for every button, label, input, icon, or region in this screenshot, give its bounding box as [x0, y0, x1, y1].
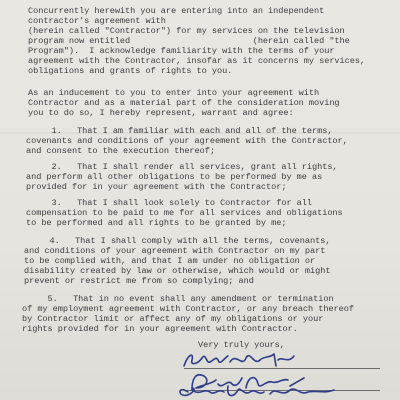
- item-5-line: rights provided for in your agreement with Contractor.: [22, 324, 298, 334]
- inducement-line: Contractor and as a material part of the consideration moving: [28, 98, 340, 108]
- item-1-line: and consent to the execution thereof;: [26, 146, 215, 156]
- item-2-line: 2. That I shall render all services, grant all rights,: [26, 162, 338, 172]
- item-4-line: to be complied with, and that I am under no obligation or: [24, 256, 316, 266]
- intro-line: agreement with the Contractor, insofar as it concerns my services,: [28, 56, 366, 66]
- item-5-line: of my employment agreement with Contractor, or any breach thereof: [22, 304, 354, 314]
- intro-line: obligations and grants of rights to you.: [28, 66, 233, 76]
- item-3-line: 3. That I shall look solely to Contractor for all: [26, 198, 312, 208]
- item-5-line: by Contractor limit or affect any of my obligations or your: [22, 314, 324, 324]
- signature-3: [174, 382, 364, 400]
- item-1-line: covenants and conditions of your agreement with the Contractor,: [26, 136, 348, 146]
- item-5-line: 5. That in no event shall any amendment or termination: [22, 294, 334, 304]
- intro-line: (herein called "Contractor") for my services on the television: [28, 26, 345, 36]
- intro-line: Program"). I acknowledge familiarity with the terms of your: [28, 46, 335, 56]
- item-4-line: prevent or restrict me from so complying; and: [24, 276, 254, 286]
- item-2-line: and perform all other obligations to be performed by me as: [26, 172, 323, 182]
- intro-line: contractor's agreement with: [28, 16, 166, 26]
- inducement-line: you to do so, I hereby represent, warrant and agree:: [28, 108, 294, 118]
- item-4-line: disability created by law or otherwise, which would or might: [24, 266, 331, 276]
- item-1-line: 1. That I am familiar with each and all of the terms,: [26, 126, 333, 136]
- item-4-line: and conditions of your agreement with Contractor on my part: [24, 246, 326, 256]
- item-4-line: 4. That I shall comply with all the terms, covenants,: [24, 236, 331, 246]
- closing-text: Very truly yours,: [198, 340, 285, 350]
- intro-line: program now entitled (herein called "the: [28, 36, 350, 46]
- inducement-line: As an inducement to you to enter into your agreement with: [28, 88, 320, 98]
- item-3-line: to be performed and all rights to be granted by me;: [26, 218, 287, 228]
- signature-1: [180, 348, 330, 372]
- item-2-line: provided for in your agreement with the Contractor;: [26, 182, 287, 192]
- intro-line: Concurrently herewith you are entering into an independent: [28, 6, 325, 16]
- item-3-line: compensation to be paid to me for all services and obligations: [26, 208, 343, 218]
